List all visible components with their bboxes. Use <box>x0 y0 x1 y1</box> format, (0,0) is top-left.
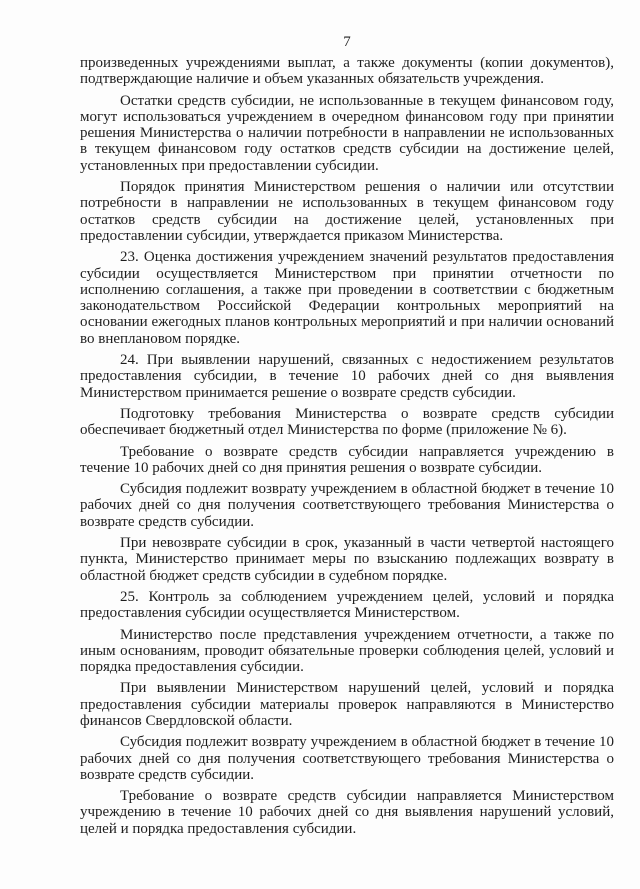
paragraph-mandatory-checks: Министерство после представления учреждением отчетности, а также по иным основаниям, проводит обязательные проверки соблюдения целей, условий и порядка предоставления субсидии. <box>80 626 614 676</box>
paragraph-subsidy-return: Субсидия подлежит возврату учреждением в областной бюджет в течение 10 рабочих дней со дня получения соответствующего требования Министерства о возврате средств субсидии. <box>80 481 614 530</box>
paragraph-decision-procedure: Порядок принятия Министерством решения о наличии или отсутствии потребности в направлении не использованных в текущем финансовом году остатков средств субсидии на достижение целей, установленных при предоставлении субсидии, утверждается приказом Министерства. <box>80 179 614 244</box>
paragraph-requirement-preparation: Подготовку требования Министерства о возврате средств субсидии обеспечивает бюджетный отдел Министерства по форме (приложение № 6). <box>80 405 614 439</box>
paragraph-item-23: 23. Оценка достижения учреждением значений результатов предоставления субсидии осуществляется Министерством при принятии отчетности по исполнению соглашения, а также при проведении в соответствии с бюджетным законодательством Российской Федерации контрольных мероприятий на основании ежегодных планов контрольных мероприятий и при наличии оснований во внеплановом порядке. <box>80 249 614 347</box>
paragraph-requirement-sending: Требование о возврате средств субсидии направляется учреждению в течение 10 рабочих дней со дня принятия решения о возврате субсидии. <box>80 443 614 476</box>
paragraph-subsidy-return-2: Субсидия подлежит возврату учреждением в областной бюджет в течение 10 рабочих дней со дня получения соответствующего требования Министерства о возврате средств субсидии. <box>80 734 614 783</box>
paragraph-requirement-sending-2: Требование о возврате средств субсидии направляется Министерством учреждению в течение 10 рабочих дней со дня выявления нарушений условий, целей и порядка предоставления субсидии. <box>80 788 614 837</box>
paragraph-unused-balances: Остатки средств субсидии, не использованные в текущем финансовом году, могут использоваться учреждением в очередном финансовом году при принятии решения Министерства о наличии потребности в направлении не использованных в текущем финансовом году остатков средств субсидии на достижение целей, установленных при предоставлении субсидии. <box>80 92 614 174</box>
paragraph-violations-referral: При выявлении Министерством нарушений целей, условий и порядка предоставления субсидии материалы проверок направляются в Министерство финансов Свердловской области. <box>80 680 614 729</box>
paragraph-item-24: 24. При выявлении нарушений, связанных с недостижением результатов предоставления субсидии, в течение 10 рабочих дней со дня выявления Министерством принимается решение о возврате средств субсидии. <box>80 352 614 401</box>
page-number: 7 <box>343 34 351 50</box>
paragraph-item-25: 25. Контроль за соблюдением учреждением целей, условий и порядка предоставления субсидии осуществляется Министерством. <box>80 588 614 622</box>
paragraph-non-return: При невозврате субсидии в срок, указанный в части четвертой настоящего пункта, Министерство принимает меры по взысканию подлежащих возврату в областной бюджет средств субсидии в судебном порядке. <box>80 535 614 584</box>
paragraph-continuation: произведенных учреждениями выплат, а также документы (копии документов), подтверждающие наличие и объем указанных обязательств учреждения. <box>80 55 614 88</box>
